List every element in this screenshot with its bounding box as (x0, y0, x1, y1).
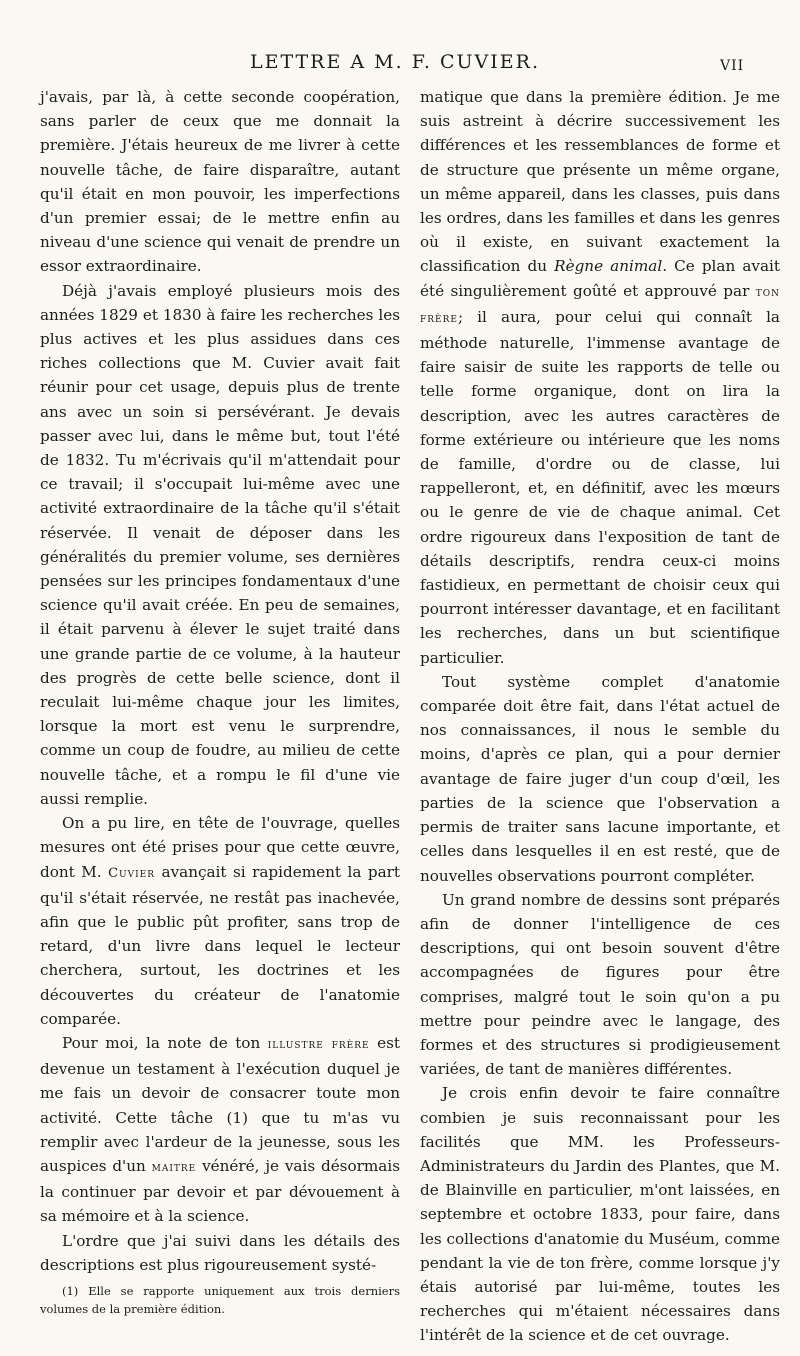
right-column (420, 85, 780, 1348)
text-run: est devenue un testament à l'exécution duquel je me fais un devoir de consacrer toute mon activité. Cette tâche (1) que tu m'as vu remplir avec l'ardeur de la jeunesse, sous les auspices d'un (40, 1033, 401, 1175)
small-caps-text: illustre frère (267, 1036, 370, 1052)
paragraph: Tout système complet d'anatomie comparée doit être fait, dans l'état actuel de nos connaissances, il nous le semble du moins, d'après ce plan, qui a pour dernier avantage de faire juger d'un coup d'œil, les parties de la science que l'observation a permis de traiter sans lacune importante, et celles dans lesquelles il en est resté, que de nouvelles observations pourront compléter. (420, 672, 780, 885)
running-head: LETTRE A M. F. CUVIER. (250, 51, 540, 73)
small-caps-name: Cuvier (108, 865, 156, 881)
text-run: . Ce plan avait été singulièrement goûté et approuvé par (420, 257, 780, 300)
paragraph: L'ordre que j'ai suivi dans les détails des descriptions est plus rigoureusement systé- (40, 1231, 400, 1274)
text-run: Pour moi, la note de ton (62, 1033, 268, 1052)
text-run: avançait si rapidement la part qu'il s'était réservée, ne restât pas inachevée, afin que le public pût profiter, sans trop de retard, d'un livre dans lequel le lecteur cherchera, surtout, les doctrines et les découvertes du créateur de l'anatomie comparée. (40, 862, 400, 1028)
paragraph: Déjà j'avais employé plusieurs mois des années 1829 et 1830 à faire les recherches les plus actives et les plus assidues dans ces riches collections que M. Cuvier avait fait réunir pour cet usage, depuis plus de trente ans avec un soin si persévérant. Je devais passer avec lui, dans le même but, tout l'été de 1832. Tu m'écrivais qu'il m'attendait pour ce travail; il s'occupait lui-même avec une activité extraordinaire de la tâche qu'il s'était réservée. Il venait de déposer dans les généralités du premier volume, ses dernières pensées sur les principes fondamentaux d'une science qu'il avait créée. En peu de semaines, il était parvenu à élever le sujet traité dans une grande partie de ce volume, à la hauteur des progrès de cette belle science, dont il reculait lui-même chaque jour les limites, lorsque la mort est venu le surprendre, comme un coup de foudre, au milieu de cette nouvelle tâche, et a rompu le fil d'une vie aussi remplie. (40, 281, 400, 808)
small-caps-text: maitre (151, 1159, 197, 1175)
page-number: VII (720, 58, 745, 74)
paragraph (40, 1031, 400, 1229)
paragraph: Je crois enfin devoir te faire connaître combien je suis reconnaissant pour les facilités que MM. les Professeurs-Administrateurs du Jardin des Plantes, que M. de Blainville en particulier, m'ont laissées, en septembre et octobre 1833, pour faire, dans les collections d'anatomie du Muséum, comme pendant la vie de ton frère, comme lorsque j'y étais autorisé par lui-même, toutes les recherches qui m'étaient nécessaires dans l'intérêt de la science et de cet ouvrage. (420, 1084, 780, 1345)
paragraph (40, 811, 400, 1031)
paragraph: Un grand nombre de dessins sont préparés afin de donner l'intelligence de ces descriptions, qui ont besoin souvent d'être accompagnées de figures pour être comprises, malgré tout le soin qu'on a pu mettre pour peindre avec le langage, des formes et des structures si prodigieusement variées, de tant de manières différentes. (420, 890, 780, 1079)
left-column (40, 85, 400, 1277)
italic-title: Règne animal (554, 257, 663, 276)
paragraph (420, 85, 780, 670)
text-run: matique que dans la première édition. Je me suis astreint à décrire successivement les différences et les ressemblances de forme et de structure que présente un même organe, un même appareil, dans les classes, puis dans les ordres, dans les familles et dans les genres où il existe, en suivant exactement la classification du (420, 88, 780, 276)
text-run: On a pu lire, en tête de l'ouvrage, quelles mesures ont été prises pour que cette œuvre, dont M. (40, 814, 400, 881)
text-run: vénéré, je vais désormais la continuer par devoir et par dévouement à sa mémoire et à la science. (40, 1156, 400, 1226)
small-caps-text: ton frère (420, 284, 780, 326)
footnote (40, 1282, 400, 1318)
page-header (0, 30, 800, 74)
paragraph: j'avais, par là, à cette seconde coopération, sans parler de ceux que me donnait la première. J'étais heureux de me livrer à cette nouvelle tâche, de faire disparaître, autant qu'il était en mon pouvoir, les imperfections d'un premier essai; de le mettre enfin au niveau d'une science qui venait de prendre un essor extraordinaire. (40, 88, 400, 276)
footnote-text: (1) Elle se rapporte uniquement aux trois derniers volumes de la première édition. (40, 1284, 400, 1316)
text-run: ; il aura, pour celui qui connaît la méthode naturelle, l'immense avantage de faire saisir de suite les rapports de telle ou telle forme organique, dont on lira la description, avec les autres caractères de forme extérieure ou intérieure que les noms de famille, d'ordre ou de classe, lui rappelleront, et, en définitif, avec les mœurs ou le genre de vie de chaque animal. Cet ordre rigoureux dans l'exposition de tant de détails descriptifs, rendra ceux-ci moins fastidieux, en permettant de choisir ceux qui pourront intéresser davantage, et en facilitant les recherches, dans un but scientifique particulier. (420, 307, 780, 667)
